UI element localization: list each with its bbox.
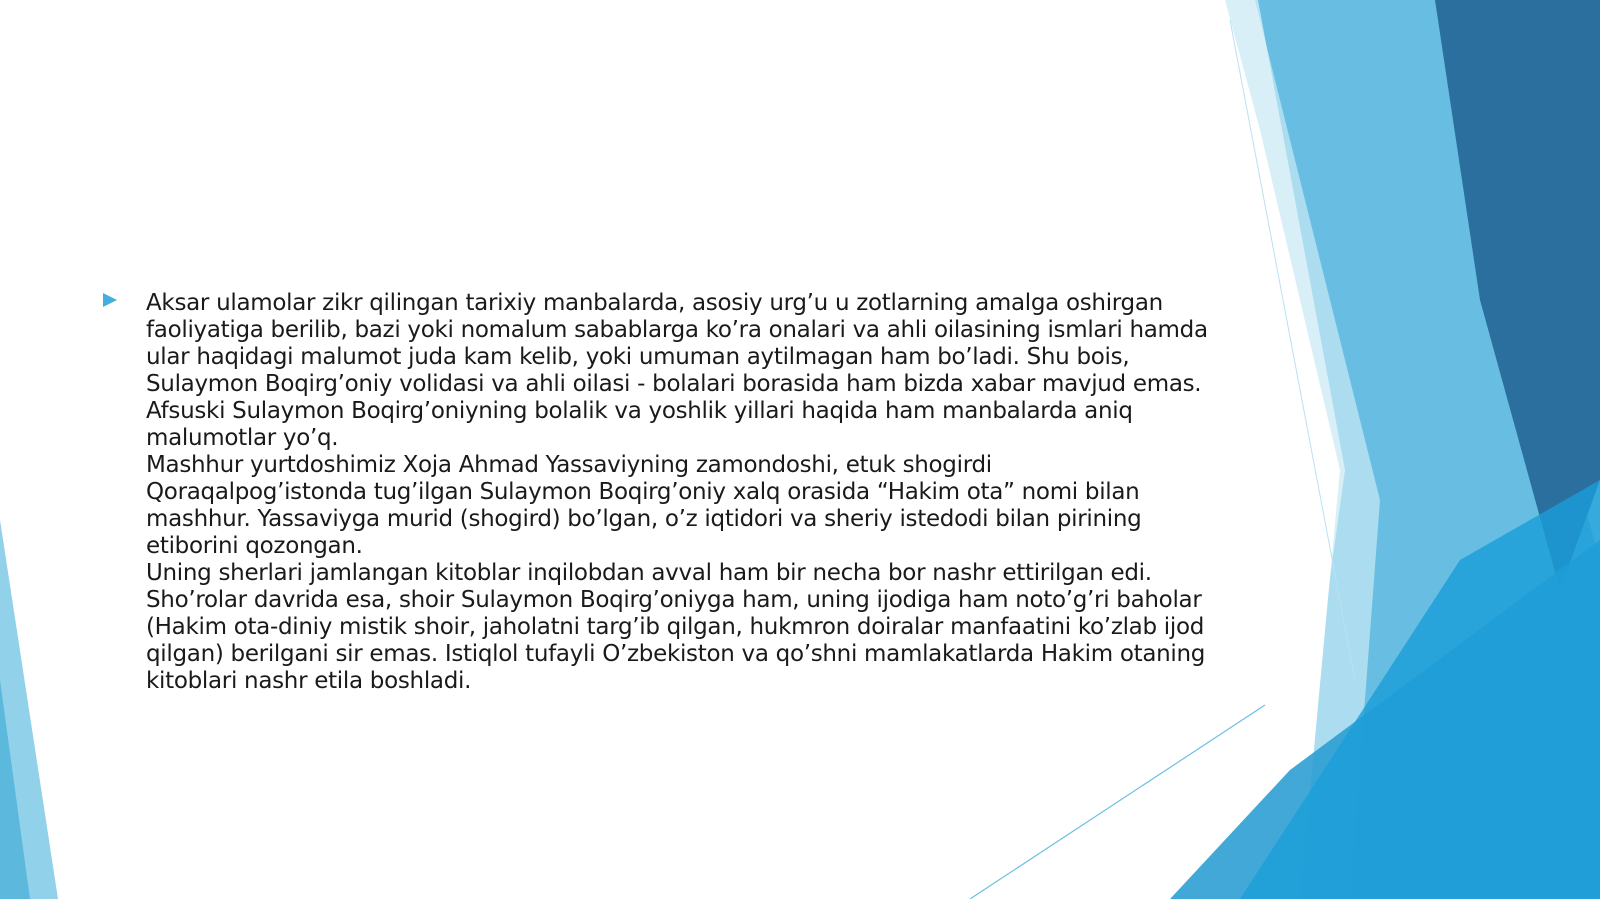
slide-content [100, 290, 1210, 695]
paragraph-2: Mashhur yurtdoshimiz Xoja Ahmad Yassaviyning zamondoshi, etuk shogirdi Qoraqalpog’istonda tug’ilgan Sulaymon Boqirg’oniy xalq orasida “Hakim ota” nomi bilan mashhur. Yassaviyga murid (shogird) bo’lgan, o’z iqtidori va sheriy istedodi bilan pirining etiborini qozongan. [146, 452, 1142, 559]
bullet-item [100, 290, 1210, 695]
triangle-bullet-icon [103, 293, 117, 307]
paragraph-3: Uning sherlari jamlangan kitoblar inqilobdan avval ham bir necha bor nashr ettirilgan edi. Sho’rolar davrida esa, shoir Sulaymon Boqirg’oniyga ham, uning ijodiga ham noto’g’ri baholar (Hakim ota-diniy mistik shoir, jaholatni targ’ib qilgan, hukmron doiralar manfaatini ko’zlab ijod qilgan) berilgani sir emas. Istiqlol tufayli O’zbekiston va qo’shni mamlakatlarda Hakim otaning kitoblari nashr etila boshladi. [146, 560, 1206, 694]
paragraph-1: Aksar ulamolar zikr qilingan tarixiy manbalarda, asosiy urg’u u zotlarning amalga oshirgan faoliyatiga berilib, bazi yoki nomalum sabablarga ko’ra onalari va ahli oilasining ismlari hamda ular haqidagi malumot juda kam kelib, yoki umuman aytilmagan ham bo’ladi. Shu bois, Sulaymon Boqirg’oniy volidasi va ahli oilasi - bolalari borasida ham bizda xabar mavjud emas. Afsuski Sulaymon Boqirg’oniyning bolalik va yoshlik yillari haqida ham manbalarda aniq malumotlar yo’q. [146, 290, 1208, 451]
